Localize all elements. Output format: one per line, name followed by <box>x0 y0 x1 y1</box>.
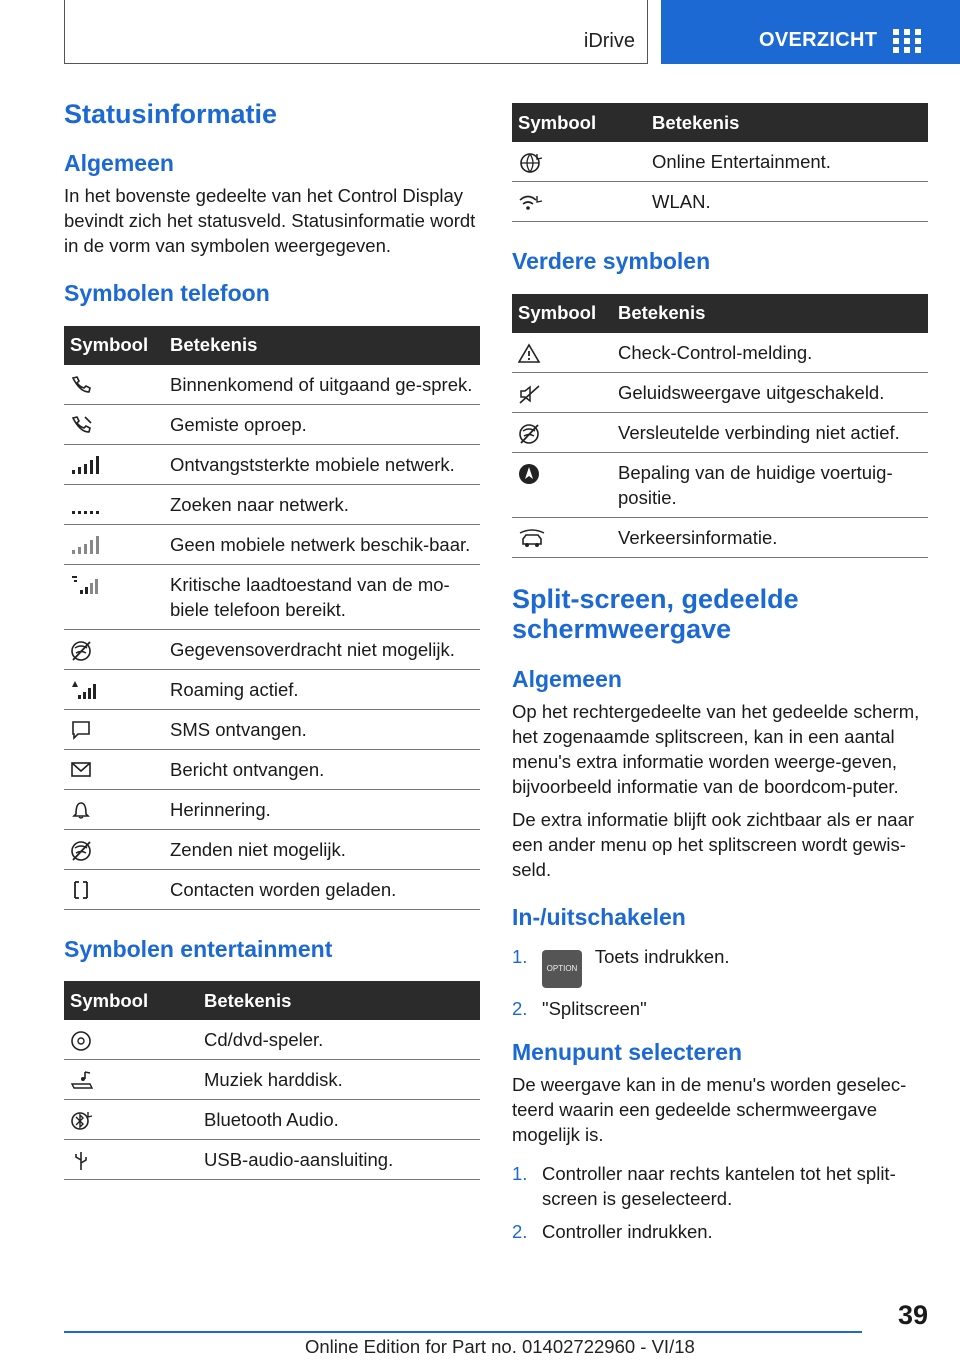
footer-edition-text: Online Edition for Part no. 01402722960 - VI/18 <box>305 1336 695 1357</box>
table-row <box>512 517 928 557</box>
table-cell: Herinnering. <box>164 789 480 829</box>
table-row <box>64 789 480 829</box>
list-item <box>512 944 928 988</box>
table-row <box>64 709 480 749</box>
phone-handset-icon <box>70 375 94 395</box>
table-cell: Bluetooth Audio. <box>198 1100 480 1140</box>
more-symbols-table <box>512 294 928 558</box>
list-item <box>512 1161 928 1211</box>
col-meaning-header: Betekenis <box>198 981 480 1020</box>
missed-call-icon <box>70 415 94 435</box>
col-symbol-header: Symbool <box>64 326 164 365</box>
table-row <box>64 869 480 909</box>
col-meaning-header: Betekenis <box>612 294 928 333</box>
col-symbol-header: Symbool <box>512 103 646 142</box>
table-cell: Check-Control-melding. <box>612 333 928 373</box>
grid-menu-icon <box>893 29 921 53</box>
step-number: 2. <box>512 1221 528 1243</box>
send-blocked-icon <box>70 840 94 862</box>
wlan-icon <box>518 192 544 214</box>
split-paragraph-1: Op het rechtergedeelte van het gedeelde scherm, het zogenaamde splitscreen, kan in een aantal menu's extra informatie worden weerge-geven, bijvoorbeeld informatie van de boordcom-puter. <box>512 701 920 798</box>
mute-icon <box>518 383 542 405</box>
table-header-row <box>64 326 480 365</box>
col-symbol-header: Symbool <box>512 294 612 333</box>
col-meaning-header: Betekenis <box>164 326 480 365</box>
step-number: 1. <box>512 1163 528 1185</box>
table-cell: Verkeersinformatie. <box>612 517 928 557</box>
table-row <box>512 182 928 222</box>
table-cell: WLAN. <box>646 182 928 222</box>
select-menu-heading: Menupunt selecteren <box>512 1038 743 1065</box>
disc-icon <box>70 1030 94 1052</box>
header-idrive-label: iDrive <box>583 30 635 52</box>
more-symbols-heading: Verdere symbolen <box>512 248 711 274</box>
general-text: In het bovenste gedeelte van het Control Display bevindt zich het statusveld. Statusinformatie wordt in de vorm van symbolen weergegeven. <box>64 185 476 257</box>
signal-strength-icon <box>70 455 100 475</box>
table-cell: Geen mobiele netwerk beschik-baar. <box>164 524 480 564</box>
table-row <box>512 372 928 412</box>
step-text: "Splitscreen" <box>542 997 647 1019</box>
table-row <box>512 333 928 373</box>
step-number: 2. <box>512 997 528 1019</box>
bell-icon <box>70 800 94 820</box>
table-cell: Zenden niet mogelijk. <box>164 829 480 869</box>
on-off-steps <box>512 944 928 1021</box>
contacts-loading-icon <box>70 880 94 900</box>
table-cell: Ontvangststerkte mobiele netwerk. <box>164 444 480 484</box>
encryption-off-icon <box>518 423 542 445</box>
select-menu-steps <box>512 1161 928 1244</box>
col-symbol-header: Symbool <box>64 981 198 1020</box>
select-menu-text: De weergave kan in de menu's worden geselec-teerd waarin een gedeelde schermweergave mogelijk is. <box>512 1074 907 1146</box>
table-row <box>64 524 480 564</box>
table-row <box>64 444 480 484</box>
sms-icon <box>70 720 94 740</box>
table-header-row <box>64 981 480 1020</box>
header-section-box <box>64 0 648 64</box>
table-cell: SMS ontvangen. <box>164 709 480 749</box>
header-overview-label: OVERZICHT <box>759 29 878 51</box>
option-button-icon: OPTION <box>542 950 582 988</box>
no-signal-icon <box>70 535 100 555</box>
network-search-icon <box>70 495 100 515</box>
header-overview-tab[interactable] <box>661 0 960 64</box>
entertainment-symbols-table <box>64 981 480 1180</box>
table-cell: Muziek harddisk. <box>198 1060 480 1100</box>
table-row <box>64 404 480 444</box>
split-paragraph-2: De extra informatie blijft ook zichtbaar als er naar een ander menu op het splitscreen wordt gewis-seld. <box>512 809 915 881</box>
online-entertainment-icon <box>518 152 544 174</box>
split-screen-title: Split-screen, gedeelde schermweergave <box>512 583 799 644</box>
roaming-icon <box>70 680 100 700</box>
table-row <box>64 629 480 669</box>
table-row <box>512 412 928 452</box>
page-number: 39 <box>897 1300 928 1330</box>
right-column <box>512 103 928 1252</box>
table-cell: Roaming actief. <box>164 669 480 709</box>
list-item <box>512 1219 928 1244</box>
step-text: Toets indrukken. <box>594 945 730 967</box>
table-header-row <box>512 103 928 142</box>
table-row <box>64 829 480 869</box>
table-cell: Bericht ontvangen. <box>164 749 480 789</box>
table-cell: Geluidsweergave uitgeschakeld. <box>612 372 928 412</box>
table-row <box>64 1060 480 1100</box>
step-text: Controller indrukken. <box>542 1221 713 1243</box>
traffic-info-icon <box>518 528 548 550</box>
left-column <box>64 100 480 1180</box>
table-row <box>64 484 480 524</box>
mail-icon <box>70 760 94 780</box>
table-cell: Versleutelde verbinding niet actief. <box>612 412 928 452</box>
table-cell: Zoeken naar netwerk. <box>164 484 480 524</box>
table-cell: Bepaling van de huidige voertuig-positie. <box>612 452 928 517</box>
bluetooth-audio-icon <box>70 1110 94 1132</box>
table-row <box>64 749 480 789</box>
table-row <box>64 365 480 405</box>
table-cell: Gegevensoverdracht niet mogelijk. <box>164 629 480 669</box>
phone-symbols-heading: Symbolen telefoon <box>64 280 270 307</box>
table-row <box>512 452 928 517</box>
col-meaning-header: Betekenis <box>646 103 928 142</box>
step-text: Controller naar rechts kantelen tot het split-screen is geselecteerd. <box>542 1163 896 1210</box>
table-cell: Online Entertainment. <box>646 142 928 182</box>
table-row <box>64 564 480 629</box>
split-general-heading: Algemeen <box>512 665 622 692</box>
table-cell: Contacten worden geladen. <box>164 869 480 909</box>
table-row <box>64 1100 480 1140</box>
phone-symbols-table <box>64 326 480 910</box>
no-data-icon <box>70 640 94 662</box>
step-number: 1. <box>512 945 528 967</box>
usb-icon <box>70 1150 94 1172</box>
position-icon <box>518 463 542 485</box>
music-hdd-icon <box>70 1070 94 1092</box>
table-cell: Kritische laadtoestand van de mo-biele telefoon bereikt. <box>164 564 480 629</box>
table-cell: Binnenkomend of uitgaand ge-sprek. <box>164 365 480 405</box>
list-item <box>512 996 928 1021</box>
table-header-row <box>512 294 928 333</box>
footer-divider <box>64 1331 862 1333</box>
table-cell: Gemiste oproep. <box>164 404 480 444</box>
page-title: Statusinformatie <box>64 99 278 129</box>
table-row <box>64 1020 480 1060</box>
table-row <box>512 142 928 182</box>
entertainment-symbols-table-continued <box>512 103 928 222</box>
table-row <box>64 669 480 709</box>
low-battery-icon <box>70 575 100 595</box>
entertainment-symbols-heading: Symbolen entertainment <box>64 935 333 962</box>
table-cell: USB-audio-aansluiting. <box>198 1140 480 1180</box>
general-heading: Algemeen <box>64 149 174 176</box>
table-cell: Cd/dvd-speler. <box>198 1020 480 1060</box>
on-off-heading: In-/uitschakelen <box>512 904 686 931</box>
table-row <box>64 1140 480 1180</box>
warning-triangle-icon <box>518 343 542 365</box>
